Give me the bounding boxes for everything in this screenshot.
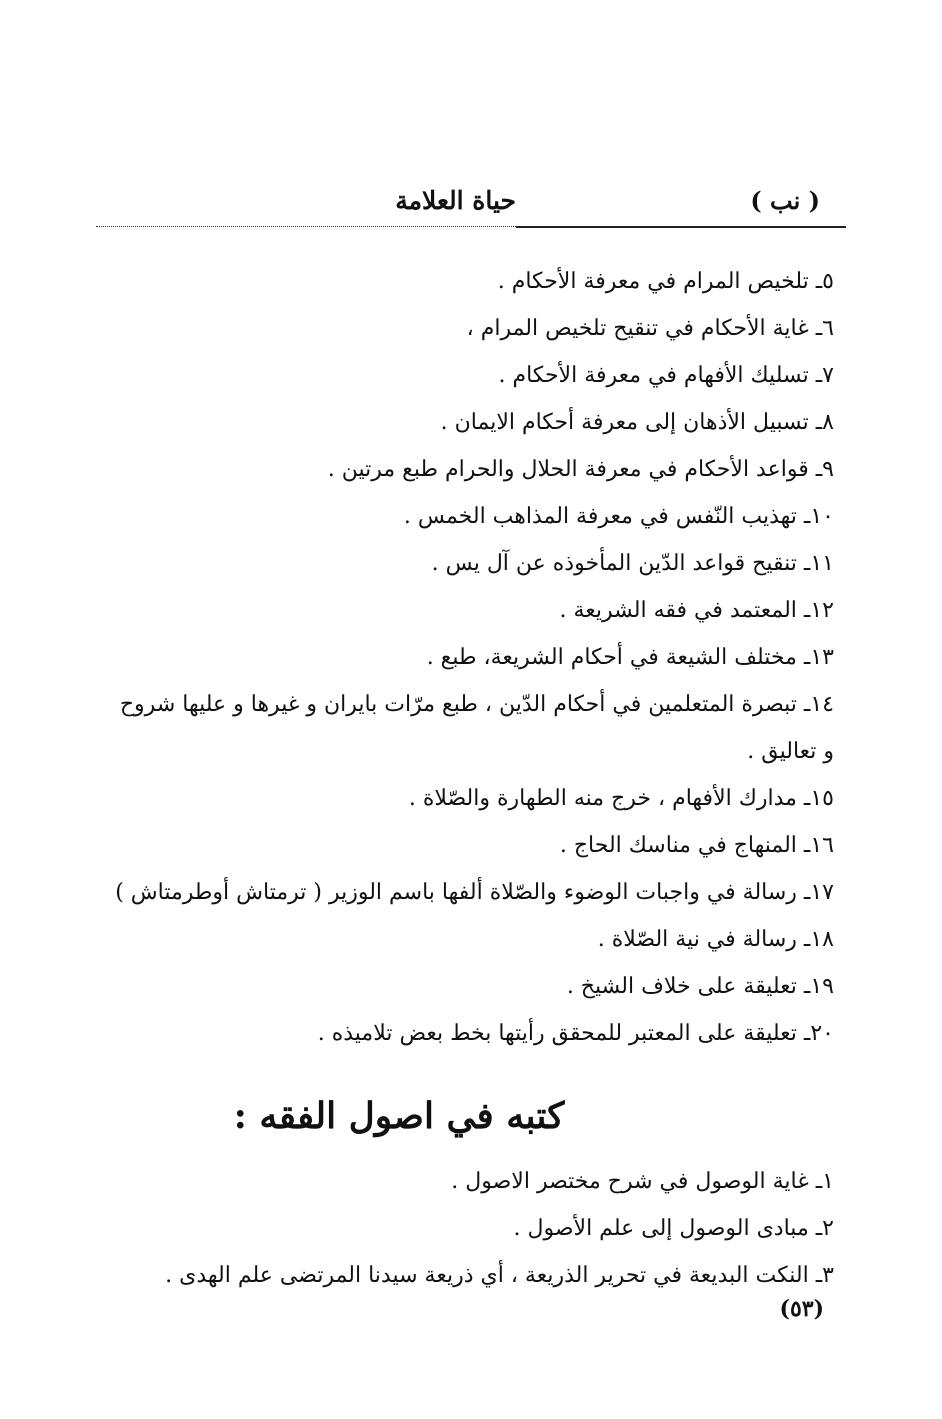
list-item: ١٢ـ المعتمد في فقه الشريعة . [559, 598, 834, 623]
list-item: ١٦ـ المنهاج في مناسك الحاج . [559, 833, 834, 858]
list-item: ٥ـ تلخيص المرام في معرفة الأحكام . [497, 269, 834, 294]
list-item: ٧ـ تسليك الأفهام في معرفة الأحكام . [498, 363, 834, 388]
list-item-continuation: و تعاليق . [747, 739, 834, 764]
list-item: ٢ـ مبادى الوصول إلى علم الأصول . [513, 1216, 834, 1241]
list-item: ١١ـ تنقيح قواعد الدّين المأخوذه عن آل يس . [431, 551, 834, 576]
page-number: (٥٣) [779, 1296, 824, 1322]
list-item: ١٤ـ تبصرة المتعلمين في أحكام الدّين ، طبع مرّات بايران و غيرها و عليها شروح [119, 692, 834, 717]
list-item: ١٠ـ تهذيب النّفس في معرفة المذاهب الخمس . [403, 504, 834, 529]
list-item: ١٥ـ مدارك الأفهام ، خرج منه الطهارة والصّلاة . [408, 786, 834, 811]
header-title: حياة العلامة [395, 186, 516, 215]
section-heading: كتبه في اصول الفقه : [233, 1095, 565, 1137]
list-item: ١٣ـ مختلف الشيعة في أحكام الشريعة، طبع . [426, 645, 834, 670]
list-item: ٢٠ـ تعليقة على المعتبر للمحقق رأيتها بخط بعض تلاميذه . [317, 1021, 834, 1046]
list-item: ٣ـ النكت البديعة في تحرير الذريعة ، أي ذريعة سيدنا المرتضى علم الهدى . [165, 1263, 834, 1288]
works-list [84, 258, 834, 1057]
usul-works-list [84, 1158, 834, 1299]
list-item: ٩ـ قواعد الأحكام في معرفة الحلال والحرام طبع مرتين . [327, 457, 834, 482]
list-item: ١ـ غاية الوصول في شرح مختصر الاصول . [451, 1169, 834, 1194]
running-header [96, 186, 844, 226]
header-page-label: ( نب ) [750, 186, 820, 215]
header-solid-rule [516, 226, 846, 228]
list-item: ١٨ـ رسالة في نية الصّلاة . [597, 927, 834, 952]
list-item: ٦ـ غاية الأحكام في تنقيح تلخيص المرام ، [466, 316, 834, 341]
list-item: ٨ـ تسبيل الأذهان إلى معرفة أحكام الايمان . [440, 410, 834, 435]
list-item: ١٩ـ تعليقة على خلاف الشيخ . [566, 974, 834, 999]
list-item: ١٧ـ رسالة في واجبات الوضوء والصّلاة ألفها باسم الوزير ( ترمتاش أوطرمتاش ) [115, 880, 834, 905]
